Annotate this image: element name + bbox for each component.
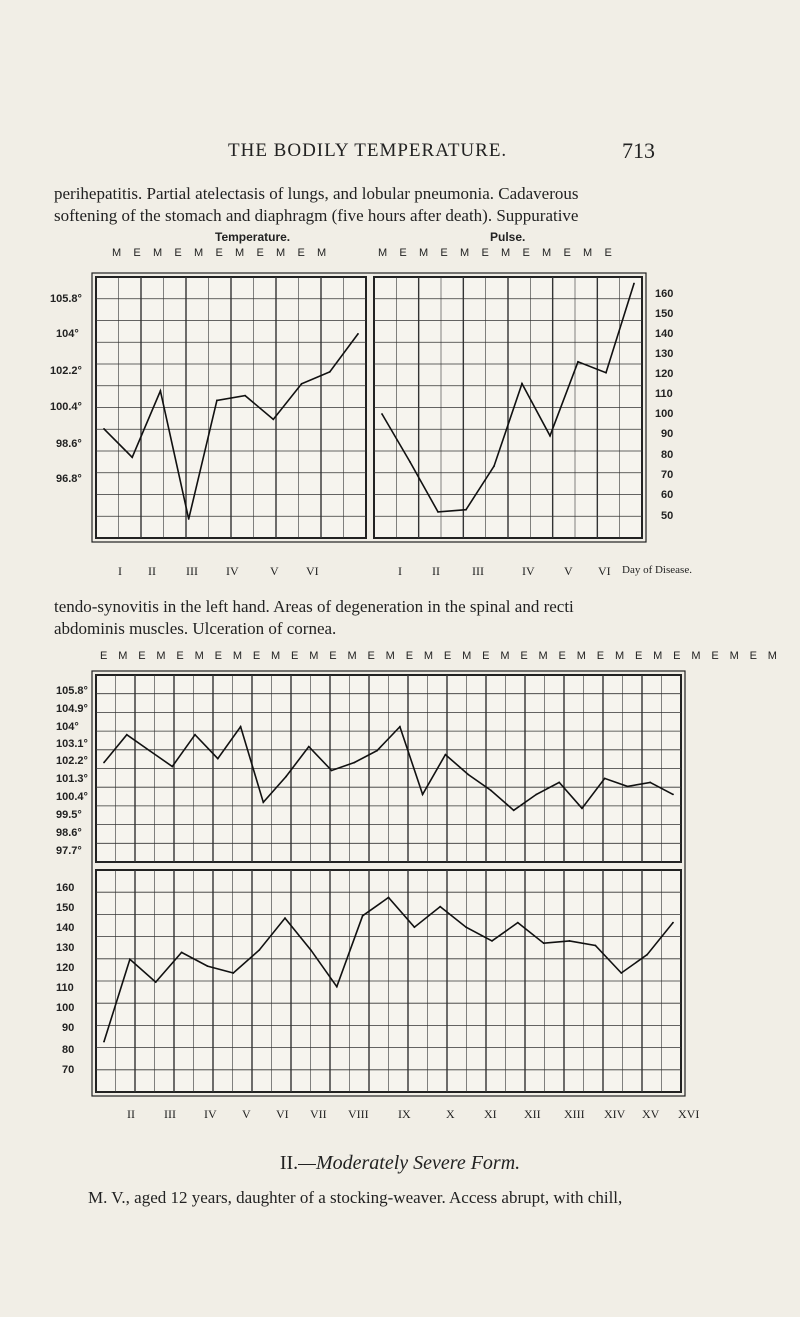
chart4-data-point (517, 922, 519, 924)
section-title: —Moderately Severe Form. (298, 1152, 521, 1174)
chart1-y-tick: 104° (56, 328, 79, 340)
chart4-data-point (491, 940, 493, 942)
chart3-data-point (194, 734, 196, 736)
chart4-data-point (362, 915, 364, 917)
chart3-data-point (149, 750, 151, 752)
chart3-y-tick: 97.7° (56, 845, 82, 857)
chart3-data-point (399, 726, 401, 728)
chart3-data-point (445, 754, 447, 756)
case-line: M. V., aged 12 years, daughter of a stocking-weaver. Access abrupt, with chill, (88, 1188, 623, 1207)
chart4-x-tick: V (242, 1107, 251, 1121)
chart1-data-point (188, 518, 190, 520)
chart3-data-point (558, 782, 560, 784)
chart4-y-tick: 70 (62, 1064, 75, 1076)
chart2-data-point (409, 461, 411, 463)
chart3-y-tick: 105.8° (56, 685, 88, 697)
chart4-data-point (414, 926, 416, 928)
chart1-temperature (96, 277, 366, 538)
chart2-pulse (374, 277, 642, 538)
chart4-data-point (284, 917, 286, 919)
paragraph-2-line-1: tendo-synovitis in the left hand. Areas of degeneration in the spinal and recti (54, 597, 574, 616)
chart4-data-point (258, 949, 260, 951)
paragraph-2 (54, 596, 754, 640)
chart4-y-tick: 100 (56, 1002, 75, 1014)
chart3-data-point (422, 794, 424, 796)
chart2-y-tick: 150 (655, 308, 674, 320)
chart1-me-labels: M E M E M E M E M E M (112, 247, 331, 259)
chart1-x-tick: V (270, 564, 279, 578)
chart3-data-point (467, 774, 469, 776)
chart2-y-tick: 120 (655, 368, 674, 380)
chart1-data-point (216, 400, 218, 402)
chart4-x-tick: XVI (678, 1107, 700, 1121)
chart4-x-tick: XIII (564, 1107, 585, 1121)
chart3-data-point (649, 782, 651, 784)
chart4-y-tick: 130 (56, 942, 75, 954)
chart2-x-tick: V (564, 564, 573, 578)
chart2-data-point (381, 413, 383, 415)
chart3-y-tick: 102.2° (56, 755, 88, 767)
chart4-data-point (129, 958, 131, 960)
chart2-x-axis-caption: Day of Disease. (622, 564, 692, 576)
chart1-data-point (103, 428, 105, 430)
chart4-x-tick: IV (204, 1107, 217, 1121)
chart2-data-point (465, 509, 467, 511)
chart4-y-tick: 110 (56, 982, 74, 994)
chart3-data-point (331, 770, 333, 772)
chart3-data-point (490, 790, 492, 792)
chart1-data-point (244, 395, 246, 397)
chart3-y-tick: 104° (56, 721, 79, 733)
chart1-y-tick: 100.4° (50, 401, 82, 413)
paragraph-1-line-1: perihepatitis. Partial atelectasis of lungs, and lobular pneumonia. Cadaverous (54, 184, 579, 203)
chart2-data-point (633, 283, 635, 285)
chart1-x-tick: VI (306, 564, 319, 578)
chart4-y-tick: 90 (62, 1022, 75, 1034)
chart3-data-point (240, 726, 242, 728)
chart3-y-tick: 98.6° (56, 827, 82, 839)
chart3-data-point (285, 776, 287, 778)
chart3-data-point (354, 762, 356, 764)
chart4-x-tick: XV (642, 1107, 660, 1121)
chart2-y-tick: 160 (655, 288, 674, 300)
chart2-y-tick: 70 (661, 469, 674, 481)
chart3-y-tick: 99.5° (56, 809, 82, 821)
chart4-x-tick: VII (310, 1107, 327, 1121)
chart2-x-tick: IV (522, 564, 535, 578)
chart4-data-point (388, 897, 390, 899)
chart3-temperature (96, 675, 681, 862)
chart3-data-point (536, 794, 538, 796)
section-heading (0, 1152, 800, 1175)
chart1-data-point (301, 383, 303, 385)
chart1-y-tick: 98.6° (56, 438, 82, 450)
chart3-data-point (103, 762, 105, 764)
chart3-data-point (171, 766, 173, 768)
chart4-data-point (569, 940, 571, 942)
chart4-x-tick: IX (398, 1107, 411, 1121)
chart2-y-tick: 100 (655, 408, 674, 420)
chart4-data-point (310, 949, 312, 951)
chart4-y-tick: 80 (62, 1044, 75, 1056)
chart3-y-tick: 103.1° (56, 738, 88, 750)
chart4-x-tick: VI (276, 1107, 289, 1121)
chart4-data-point (465, 926, 467, 928)
chart1-data-point (329, 371, 331, 373)
chart1-data-point (272, 419, 274, 421)
chart4-data-point (646, 954, 648, 956)
chart4-x-tick: X (446, 1107, 455, 1121)
chart4-y-tick: 160 (56, 882, 75, 894)
chart2-x-tick: I (398, 564, 402, 578)
chart2-data-point (605, 372, 607, 374)
chart4-pulse (96, 870, 681, 1092)
chart2-y-tick: 110 (655, 388, 673, 400)
chart2-y-tick: 130 (655, 348, 674, 360)
paragraph-2-line-2: abdominis muscles. Ulceration of cornea. (54, 619, 337, 638)
chart4-x-tick: III (164, 1107, 176, 1121)
chart4-x-tick: XII (524, 1107, 541, 1121)
running-header-title: THE BODILY TEMPERATURE. (228, 140, 508, 161)
chart1-data-point (131, 456, 133, 458)
chart3-data-point (513, 809, 515, 811)
chart3-data-point (217, 758, 219, 760)
chart1-x-tick: II (148, 564, 156, 578)
section-numeral: II. (279, 1152, 299, 1174)
chart1-x-tick: III (186, 564, 198, 578)
chart2-data-point (521, 383, 523, 385)
chart4-data-point (543, 942, 545, 944)
chart4-x-tick: XI (484, 1107, 497, 1121)
chart4-y-tick: 140 (56, 922, 75, 934)
chart2-title: Pulse. (490, 230, 526, 244)
chart2-y-tick: 50 (661, 510, 674, 522)
chart4-data-point (439, 906, 441, 908)
chart3-data-point (262, 801, 264, 803)
chart1-x-tick: I (118, 564, 122, 578)
chart2-x-tick: II (432, 564, 440, 578)
chart1-title: Temperature. (215, 230, 291, 244)
chart4-data-point (103, 1041, 105, 1043)
chart4-x-tick: XIV (604, 1107, 626, 1121)
chart2-me-labels: M E M E M E M E M E M E (378, 247, 617, 259)
chart1-y-tick: 105.8° (50, 293, 82, 305)
chart1-y-tick: 102.2° (50, 365, 82, 377)
chart3-data-point (672, 794, 674, 796)
chart4-y-tick: 150 (56, 902, 75, 914)
chart4-data-point (207, 965, 209, 967)
chart1-data-point (160, 390, 162, 392)
chart4-data-point (620, 972, 622, 974)
chart4-data-point (181, 952, 183, 954)
chart2-y-tick: 140 (655, 328, 674, 340)
chart3-y-tick: 101.3° (56, 773, 88, 785)
chart2-data-point (549, 435, 551, 437)
chart3-data-point (376, 750, 378, 752)
chart1-y-tick: 96.8° (56, 473, 82, 485)
chart3-y-tick: 104.9° (56, 703, 88, 715)
chart3-data-point (126, 734, 128, 736)
chart4-data-point (232, 972, 234, 974)
chart2-y-tick: 60 (661, 489, 674, 501)
chart2-data-point (437, 511, 439, 513)
chart4-data-point (336, 986, 338, 988)
chart4-data-point (672, 922, 674, 924)
chart2-x-tick: VI (598, 564, 611, 578)
chart4-y-tick: 120 (56, 962, 75, 974)
chart1-x-tick: IV (226, 564, 239, 578)
chart3-me-labels: E M E M E M E M E M E M E M E M E M E M E M E M E M E M E M E M E M E M (100, 650, 781, 662)
chart2-y-tick: 90 (661, 428, 674, 440)
chart4-data-point (595, 945, 597, 947)
chart2-x-tick: III (472, 564, 484, 578)
chart2-y-tick: 80 (661, 449, 674, 461)
paragraph-1-line-2: softening of the stomach and diaphragm (five hours after death). Suppurative (54, 206, 579, 225)
chart3-data-point (308, 746, 310, 748)
chart4-x-tick: VIII (348, 1107, 369, 1121)
chart4-x-tick: II (127, 1107, 135, 1121)
chart2-data-point (493, 465, 495, 467)
chart2-data-point (577, 361, 579, 363)
chart3-y-tick: 100.4° (56, 791, 88, 803)
chart1-data-point (357, 333, 359, 335)
chart3-data-point (627, 786, 629, 788)
chart4-data-point (155, 981, 157, 983)
page-number: 713 (622, 138, 655, 163)
chart3-data-point (581, 807, 583, 809)
chart3-data-point (604, 778, 606, 780)
